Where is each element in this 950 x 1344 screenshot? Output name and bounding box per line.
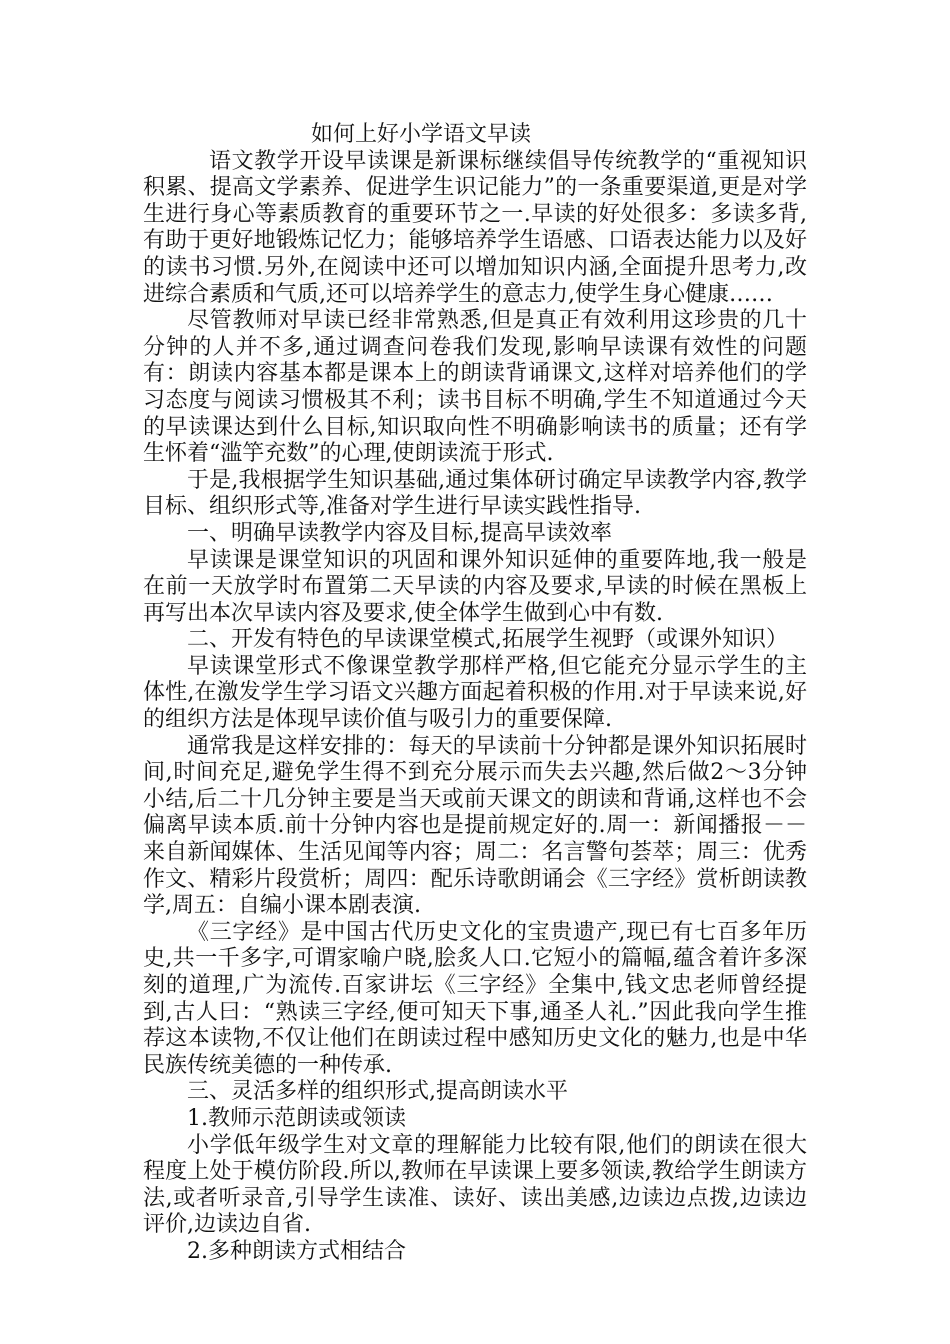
paragraph-section-2a: 早读课堂形式不像课堂教学那样严格,但它能充分显示学生的主体性,在激发学生学习语文兴趣方面起着积极的作用.对于早读来说,好的组织方法是体现早读价值与吸引力的重要保障. — [143, 653, 807, 733]
subheading-3-1: 1.教师示范朗读或领读 — [187, 1105, 406, 1131]
document-page — [143, 122, 807, 1266]
paragraph-section-2b: 通常我是这样安排的：每天的早读前十分钟都是课外知识拓展时间,时间充足,避免学生得不到充分展示而失去兴趣,然后做2～3分钟小结,后二十几分钟主要是当天或前天课文的朗读和背诵,这样也不会偏离早读本质.前十分钟内容也是提前规定好的.周一：新闻播报－－来自新闻媒体、生活见闻等内容；周二：名言警句荟萃；周三：优秀作文、精彩片段赏析；周四：配乐诗歌朗诵会《三字经》赏析朗读教学,周五：自编小课本剧表演. — [143, 733, 807, 919]
subheading-3-2: 2.多种朗读方式相结合 — [187, 1238, 406, 1264]
paragraph-section-3-1: 小学低年级学生对文章的理解能力比较有限,他们的朗读在很大程度上处于模仿阶段.所以,教师在早读课上要多领读,教给学生朗读方法,或者听录音,引导学生读准、读好、读出美感,边读边点拨,边读边评价,边读边自省. — [143, 1132, 807, 1238]
section-heading-3: 三、灵活多样的组织形式,提高朗读水平 — [187, 1079, 568, 1105]
section-heading-2: 二、开发有特色的早读课堂模式,拓展学生视野（或课外知识） — [187, 627, 788, 653]
section-heading-1: 一、明确早读教学内容及目标,提高早读效率 — [187, 520, 612, 546]
paragraph-problems: 尽管教师对早读已经非常熟悉,但是真正有效利用这珍贵的几十分钟的人并不多,通过调查问卷我们发现,影响早读课有效性的问题有：朗读内容基本都是课本上的朗读背诵课文,这样对培养他们的学习态度与阅读习惯极其不利；读书目标不明确,学生不知道通过今天的早读课达到什么目标,知识取向性不明确影响读书的质量；还有学生怀着“滥竽充数”的心理,使朗读流于形式. — [143, 308, 807, 467]
document-title: 如何上好小学语文早读 — [311, 122, 532, 147]
paragraph-approach: 于是,我根据学生知识基础,通过集体研讨确定早读教学内容,教学目标、组织形式等,准备对学生进行早读实践性指导. — [143, 467, 807, 520]
paragraph-intro: 语文教学开设早读课是新课标继续倡导传统教学的“重视知识积累、提高文学素养、促进学生识记能力”的一条重要渠道,更是对学生进行身心等素质教育的重要环节之一.早读的好处很多：多读多背,有助于更好地锻炼记忆力；能够培养学生语感、口语表达能力以及好的读书习惯.另外,在阅读中还可以增加知识内涵,全面提升思考力,改进综合素质和气质,还可以培养学生的意志力,使学生身心健康…… — [143, 148, 807, 307]
paragraph-section-1: 早读课是课堂知识的巩固和课外知识延伸的重要阵地,我一般是在前一天放学时布置第二天早读的内容及要求,早读的时候在黑板上再写出本次早读内容及要求,使全体学生做到心中有数. — [143, 547, 807, 626]
paragraph-sanzijing: 《三字经》是中国古代历史文化的宝贵遗产,现已有七百多年历史,共一千多字,可谓家喻户晓,脍炙人口.它短小的篇幅,蕴含着许多深刻的道理,广为流传.百家讲坛《三字经》全集中,钱文忠老师曾经提到,古人曰：“熟读三字经,便可知天下事,通圣人礼.”因此我向学生推荐这本读物,不仅让他们在朗读过程中感知历史文化的魅力,也是中华民族传统美德的一种传承. — [143, 919, 807, 1078]
